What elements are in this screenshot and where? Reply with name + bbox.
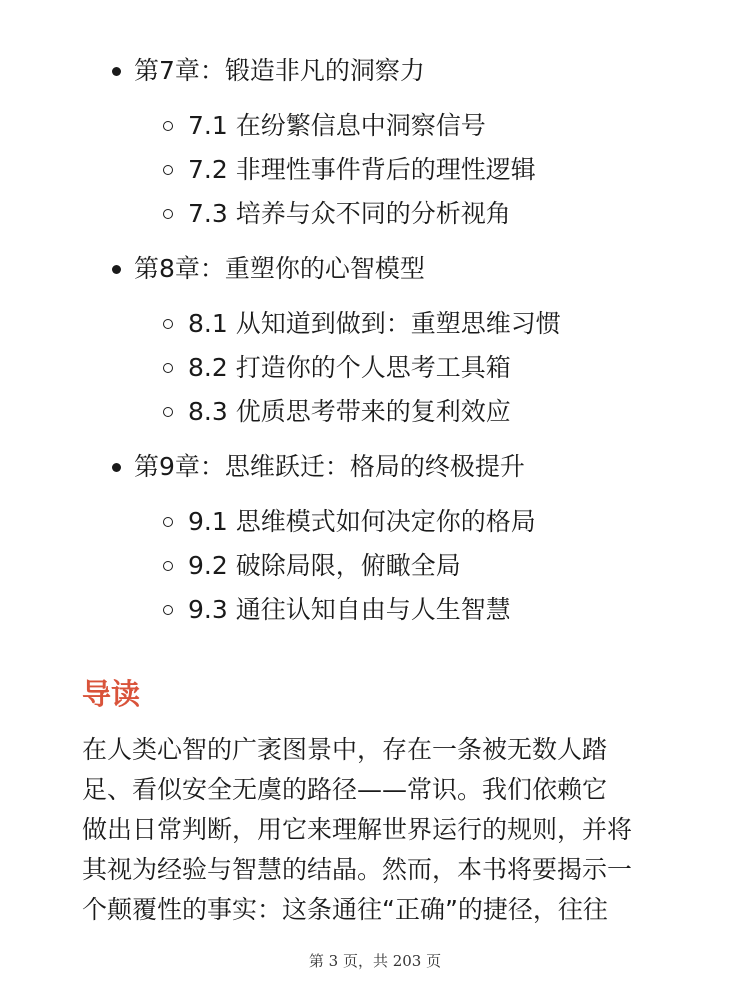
- section-title: 8.2 打造你的个人思考工具箱: [188, 353, 511, 382]
- section-title: 8.1 从知道到做到：重塑思维习惯: [188, 309, 561, 338]
- section-item: [0, 390, 750, 434]
- section-list: [0, 104, 750, 236]
- section-title: 9.3 通往认知自由与人生智慧: [188, 595, 511, 624]
- bullet-circle-icon: [163, 363, 173, 373]
- bullet-circle-icon: [163, 209, 173, 219]
- intro-paragraph: [82, 730, 682, 930]
- toc-chapter-7: [0, 48, 750, 236]
- paragraph-line: 做出日常判断，用它来理解世界运行的规则，并将: [82, 815, 633, 844]
- section-title: 8.3 优质思考带来的复利效应: [188, 397, 511, 426]
- section-item: [0, 104, 750, 148]
- bullet-dot-icon: [112, 463, 121, 472]
- paragraph-line: 在人类心智的广袤图景中，存在一条被无数人踏: [82, 735, 608, 764]
- section-item: [0, 192, 750, 236]
- section-title: 7.3 培养与众不同的分析视角: [188, 199, 511, 228]
- section-title: 7.2 非理性事件背后的理性逻辑: [188, 155, 536, 184]
- bullet-dot-icon: [112, 265, 121, 274]
- bullet-dot-icon: [112, 67, 121, 76]
- section-list: [0, 302, 750, 434]
- paragraph-line: 个颠覆性的事实：这条通往“正确”的捷径，往往: [82, 895, 608, 924]
- section-heading: 导读: [82, 677, 141, 711]
- bullet-circle-icon: [163, 561, 173, 571]
- toc-chapter-9: [0, 444, 750, 632]
- page-number-footer: 第 3 页，共 203 页: [308, 952, 442, 970]
- bullet-circle-icon: [163, 605, 173, 615]
- section-title: 9.2 破除局限，俯瞰全局: [188, 551, 461, 580]
- section-item: [0, 544, 750, 588]
- chapter-item: [0, 444, 750, 490]
- section-item: [0, 346, 750, 390]
- bullet-circle-icon: [163, 121, 173, 131]
- chapter-title: 第8章：重塑你的心智模型: [134, 254, 425, 283]
- section-list: [0, 500, 750, 632]
- section-title: 7.1 在纷繁信息中洞察信号: [188, 111, 486, 140]
- section-item: [0, 148, 750, 192]
- bullet-circle-icon: [163, 517, 173, 527]
- chapter-title: 第7章：锻造非凡的洞察力: [134, 56, 425, 85]
- toc-chapter-8: [0, 246, 750, 434]
- bullet-circle-icon: [163, 165, 173, 175]
- chapter-title: 第9章：思维跃迁：格局的终极提升: [134, 452, 525, 481]
- bullet-circle-icon: [163, 319, 173, 329]
- table-of-contents: [0, 48, 750, 642]
- section-item: [0, 302, 750, 346]
- paragraph-line: 足、看似安全无虞的路径——常识。我们依赖它: [82, 775, 608, 804]
- chapter-item: [0, 48, 750, 94]
- bullet-circle-icon: [163, 407, 173, 417]
- section-title: 9.1 思维模式如何决定你的格局: [188, 507, 536, 536]
- chapter-item: [0, 246, 750, 292]
- section-item: [0, 588, 750, 632]
- paragraph-line: 其视为经验与智慧的结晶。然而，本书将要揭示一: [82, 855, 633, 884]
- section-item: [0, 500, 750, 544]
